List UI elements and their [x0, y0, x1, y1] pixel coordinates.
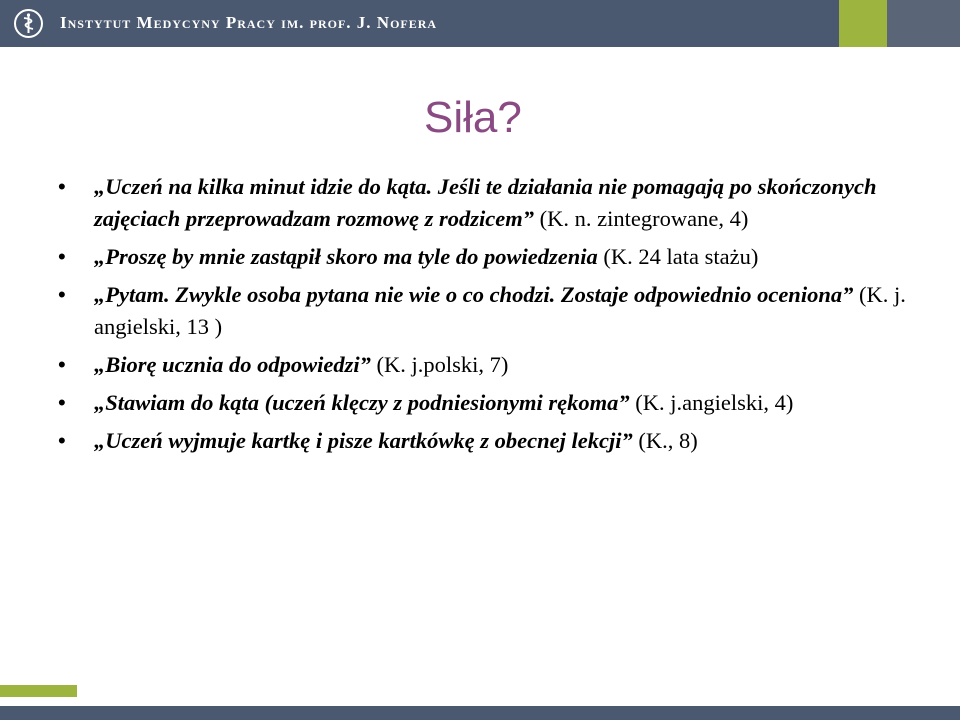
quote-text: „Uczeń wyjmuje kartkę i pisze kartkówkę z obecnej lekcji” — [94, 428, 633, 453]
institute-name: Instytut Medycyny Pracy im. prof. J. Nofera — [60, 13, 438, 32]
reference-text: (K. j. angielski, 13 ) — [94, 282, 906, 339]
reference-text: (K. j.angielski, 4) — [629, 390, 794, 415]
bullet-list — [58, 171, 913, 463]
medical-caduceus-icon — [13, 8, 44, 39]
list-item — [58, 425, 913, 457]
footer-accent-green — [0, 685, 77, 697]
header-accent-green — [839, 0, 887, 47]
slide-title: Siła? — [424, 93, 522, 142]
quote-text: „Stawiam do kąta (uczeń klęczy z podniesionymi rękoma” — [94, 390, 630, 415]
reference-text: (K. 24 lata stażu) — [597, 244, 759, 269]
quote-text: „Proszę by mnie zastąpił skoro ma tyle do powiedzenia — [94, 244, 598, 269]
header-accent-gray — [887, 0, 960, 47]
header-bar — [0, 0, 839, 47]
reference-text: (K., 8) — [632, 428, 698, 453]
list-item — [58, 241, 913, 273]
list-item — [58, 171, 913, 235]
list-item — [58, 387, 913, 419]
quote-text: „Biorę ucznia do odpowiedzi” — [94, 352, 371, 377]
footer-bar — [0, 706, 960, 720]
list-item — [58, 349, 913, 381]
reference-text: (K. n. zintegrowane, 4) — [534, 206, 749, 231]
reference-text: (K. j.polski, 7) — [370, 352, 509, 377]
quote-text: „Uczeń na kilka minut idzie do kąta. Jeśli te działania nie pomagają po skończonych zajęciach przeprowadzam rozmowę z rodzicem” — [94, 174, 877, 231]
list-item — [58, 279, 913, 343]
quote-text: „Pytam. Zwykle osoba pytana nie wie o co chodzi. Zostaje odpowiednio oceniona” — [94, 282, 854, 307]
